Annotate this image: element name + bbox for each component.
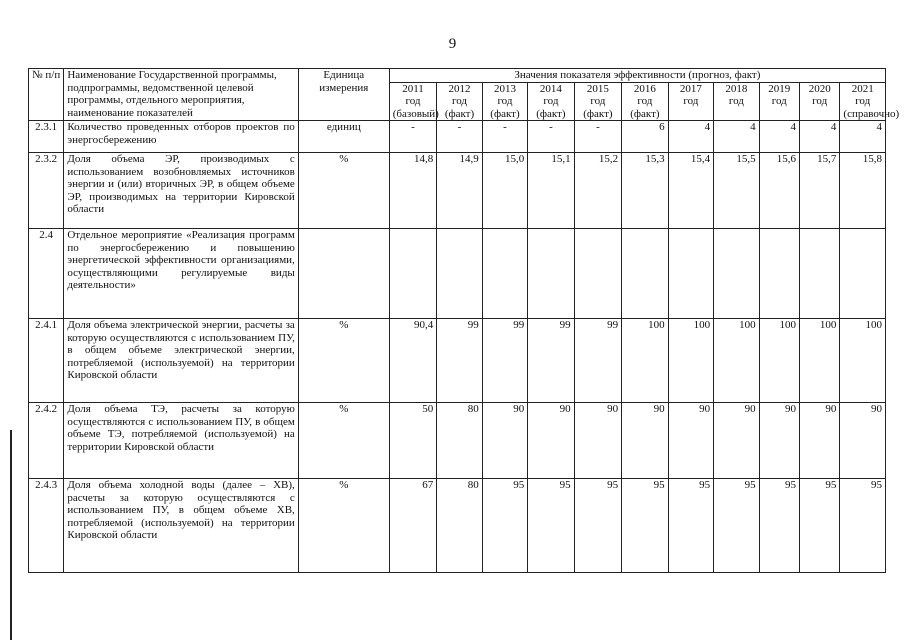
header-year <box>668 82 713 121</box>
row-number: 2.4.2 <box>29 403 64 479</box>
row-value: 95 <box>528 479 574 573</box>
row-indicator-name: Доля объема ТЭ, расчеты за которую осуществляются с использованием ПУ, в общем объеме ТЭ, потребляемой (используемой) на территории Кировской области <box>64 403 298 479</box>
row-value: 95 <box>482 479 527 573</box>
row-value: 15,1 <box>528 153 574 229</box>
table-body <box>29 121 886 573</box>
row-value: 100 <box>840 319 886 403</box>
header-year-number: 2021 <box>851 82 874 95</box>
row-value <box>668 229 713 319</box>
row-value: 90 <box>714 403 759 479</box>
indicators-table <box>28 68 900 573</box>
row-value: 15,0 <box>482 153 527 229</box>
header-year-note: год (базовый) <box>392 95 439 120</box>
header-year <box>482 82 527 121</box>
header-year-number: 2016 <box>633 82 656 95</box>
row-value: 4 <box>759 121 799 153</box>
row-value: 99 <box>528 319 574 403</box>
row-value: 15,2 <box>574 153 621 229</box>
header-name: Наименование Государственной программы, подпрограммы, ведомственной целевой программы, отдельного мероприятия, наименование показателей <box>64 69 298 121</box>
header-year <box>840 82 900 121</box>
row-number: 2.4.3 <box>29 479 64 573</box>
row-value <box>622 229 668 319</box>
row-value: 90 <box>800 403 840 479</box>
row-number: 2.4.1 <box>29 319 64 403</box>
row-value <box>482 229 527 319</box>
row-value: 15,4 <box>668 153 713 229</box>
row-value: 80 <box>437 403 482 479</box>
header-unit: Единица измерения <box>298 69 389 121</box>
row-value: 100 <box>759 319 799 403</box>
row-indicator-name: Доля объема электрической энергии, расчеты за которую осуществляются с использованием ПУ, в общем объеме электрической энергии, потребляемой (используемой) на территории Кировской области <box>64 319 298 403</box>
table-row <box>29 153 886 229</box>
header-year <box>528 82 574 121</box>
row-value: 15,7 <box>800 153 840 229</box>
header-year-note: год <box>771 95 787 107</box>
row-unit <box>298 229 389 319</box>
header-year-number: 2019 <box>768 82 791 95</box>
row-value: 100 <box>714 319 759 403</box>
row-value: 95 <box>800 479 840 573</box>
row-value: 99 <box>482 319 527 403</box>
header-year-note: год <box>728 95 744 107</box>
row-value <box>574 229 621 319</box>
row-value <box>389 229 436 319</box>
row-value: 99 <box>574 319 621 403</box>
row-value: - <box>437 121 482 153</box>
header-year <box>759 82 799 121</box>
header-year-number: 2013 <box>493 82 516 95</box>
row-value <box>714 229 759 319</box>
row-value: 14,9 <box>437 153 482 229</box>
header-year-number: 2015 <box>586 82 609 95</box>
row-value: 6 <box>622 121 668 153</box>
row-value: - <box>389 121 436 153</box>
row-value: 90 <box>574 403 621 479</box>
header-year-note: год (факт) <box>536 95 566 120</box>
row-number: 2.4 <box>29 229 64 319</box>
row-value: 15,6 <box>759 153 799 229</box>
table-row <box>29 229 886 319</box>
row-value: 90 <box>759 403 799 479</box>
row-value: 90 <box>668 403 713 479</box>
row-unit: % <box>298 403 389 479</box>
header-year-note: год (справочно) <box>843 95 900 120</box>
header-year <box>714 82 759 121</box>
row-value: 15,5 <box>714 153 759 229</box>
header-year-number: 2018 <box>725 82 748 95</box>
row-value: 100 <box>800 319 840 403</box>
row-value: 95 <box>714 479 759 573</box>
row-unit: % <box>298 319 389 403</box>
page-number: 9 <box>448 36 457 52</box>
row-number: 2.3.1 <box>29 121 64 153</box>
table-row <box>29 403 886 479</box>
row-value: 100 <box>668 319 713 403</box>
header-row-1 <box>29 69 886 83</box>
row-value: 90,4 <box>389 319 436 403</box>
row-value: 90 <box>528 403 574 479</box>
row-value: - <box>528 121 574 153</box>
row-value: 100 <box>622 319 668 403</box>
header-year <box>800 82 840 121</box>
row-value <box>528 229 574 319</box>
header-values-group: Значения показателя эффективности (прогноз, факт) <box>389 69 885 83</box>
header-year-note: год (факт) <box>444 95 475 120</box>
row-value: 95 <box>574 479 621 573</box>
row-value: 50 <box>389 403 436 479</box>
row-indicator-name: Отдельное мероприятие «Реализация программ по энергосбережению и повышению энергетической эффективности организациями, осуществляющими регулируемые виды деятельности» <box>64 229 298 319</box>
row-value: - <box>482 121 527 153</box>
row-value <box>437 229 482 319</box>
row-value: 95 <box>622 479 668 573</box>
header-year-note: год (факт) <box>583 95 613 120</box>
header-year-note: год <box>683 95 699 107</box>
row-value: 4 <box>840 121 886 153</box>
row-value: 95 <box>759 479 799 573</box>
row-value <box>759 229 799 319</box>
header-year-number: 2011 <box>402 82 424 95</box>
row-unit: % <box>298 479 389 573</box>
header-year-note: год <box>812 95 828 107</box>
table-row <box>29 479 886 573</box>
header-year <box>437 82 482 121</box>
row-value: 90 <box>622 403 668 479</box>
row-indicator-name: Доля объема ЭР, производимых с использованием возобновляемых источников энергии и (или) вторичных ЭР, в общем объеме ЭР, производимых на территории Кировской области <box>64 153 298 229</box>
row-value: - <box>574 121 621 153</box>
row-value: 80 <box>437 479 482 573</box>
row-value: 15,3 <box>622 153 668 229</box>
row-value: 4 <box>714 121 759 153</box>
row-value: 90 <box>840 403 886 479</box>
row-value: 15,8 <box>840 153 886 229</box>
row-value <box>800 229 840 319</box>
row-value: 95 <box>840 479 886 573</box>
row-unit: % <box>298 153 389 229</box>
row-indicator-name: Количество проведенных отборов проектов по энергосбережению <box>64 121 298 153</box>
header-year-note: год (факт) <box>490 95 520 120</box>
table-row <box>29 121 886 153</box>
header-year <box>622 82 668 121</box>
row-value: 67 <box>389 479 436 573</box>
row-value: 4 <box>800 121 840 153</box>
header-year-number: 2012 <box>448 82 471 95</box>
row-indicator-name: Доля объема холодной воды (далее – ХВ), расчеты за которую осуществляются с использованием ПУ, в общем объеме ХВ, потребляемой (используемой) на территории Кировской области <box>64 479 298 573</box>
table-row <box>29 319 886 403</box>
header-year <box>389 82 439 121</box>
row-value: 14,8 <box>389 153 436 229</box>
header-year-note: год (факт) <box>630 95 660 120</box>
row-value <box>840 229 886 319</box>
header-year-number: 2020 <box>808 82 831 95</box>
scan-margin-line <box>10 430 12 640</box>
row-value: 4 <box>668 121 713 153</box>
row-value: 95 <box>668 479 713 573</box>
row-value: 90 <box>482 403 527 479</box>
row-value: 99 <box>437 319 482 403</box>
header-year-number: 2014 <box>539 82 562 95</box>
header-num: № п/п <box>29 69 64 121</box>
header-year <box>574 82 621 121</box>
row-number: 2.3.2 <box>29 153 64 229</box>
row-unit: единиц <box>298 121 389 153</box>
header-year-number: 2017 <box>679 82 702 95</box>
